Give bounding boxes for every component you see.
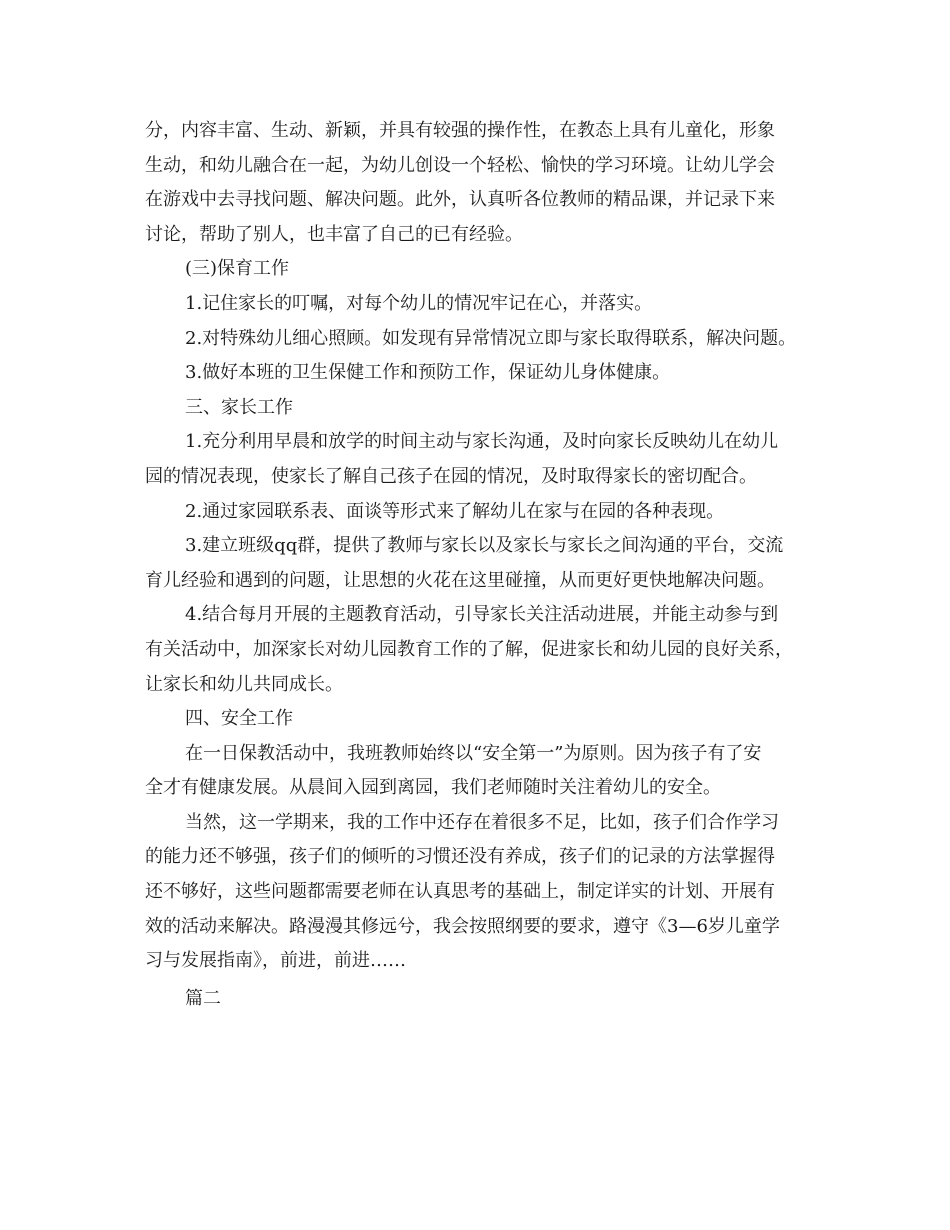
text-line: 的能力还不够强，孩子们的倾听的习惯还没有养成，孩子们的记录的方法掌握得 xyxy=(145,846,775,868)
list-item: 2.通过家园联系表、面谈等形式来了解幼儿在家与在园的各种表现。 xyxy=(185,500,725,522)
list-item: 3.做好本班的卫生保健工作和预防工作，保证幼儿身体健康。 xyxy=(185,362,671,384)
text-line: 在游戏中去寻找问题、解决问题。此外，认真听各位教师的精品课，并记录下来 xyxy=(145,189,775,211)
section-heading: 四、安全工作 xyxy=(185,708,293,730)
list-item: 3.建立班级qq群，提供了教师与家长以及家长与家长之间沟通的平台，交流 xyxy=(185,535,784,557)
text-line: 全才有健康发展。从晨间入园到离园，我们老师随时关注着幼儿的安全。 xyxy=(145,777,721,799)
paragraph-start: 在一日保教活动中，我班教师始终以“安全第一”为原则。因为孩子有了安 xyxy=(185,742,762,764)
text-line: 讨论，帮助了别人，也丰富了自己的已有经验。 xyxy=(145,223,523,245)
section-heading: 三、家长工作 xyxy=(185,396,293,418)
text-line: 生动，和幼儿融合在一起，为幼儿创设一个轻松、愉快的学习环境。让幼儿学会 xyxy=(145,154,775,176)
section-heading: (三)保育工作 xyxy=(185,258,290,280)
list-item: 1.记住家长的叮嘱，对每个幼儿的情况牢记在心，并落实。 xyxy=(185,292,653,314)
section-heading: 篇二 xyxy=(185,987,221,1009)
list-item: 2.对特殊幼儿细心照顾。如发现有异常情况立即与家长取得联系，解决问题。 xyxy=(185,327,797,349)
text-line: 习与发展指南》，前进，前进…… xyxy=(145,950,406,972)
text-line: 育儿经验和遇到的问题，让思想的火花在这里碰撞，从而更好更快地解决问题。 xyxy=(145,569,775,591)
text-line: 园的情况表现，使家长了解自己孩子在园的情况，及时取得家长的密切配合。 xyxy=(145,465,757,487)
list-item: 4.结合每月开展的主题教育活动，引导家长关注活动进展，并能主动参与到 xyxy=(185,604,779,626)
document-body xyxy=(145,114,815,1016)
paragraph-start: 当然，这一学期来，我的工作中还存在着很多不足，比如，孩子们合作学习 xyxy=(185,811,779,833)
text-line: 让家长和幼儿共同成长。 xyxy=(145,673,343,695)
list-item: 1.充分利用早晨和放学的时间主动与家长沟通，及时向家长反映幼儿在幼儿 xyxy=(185,431,779,453)
text-line: 分，内容丰富、生动、新颖，并具有较强的操作性，在教态上具有儿童化，形象 xyxy=(145,120,775,141)
text-line: 有关活动中，加深家长对幼儿园教育工作的了解，促进家长和幼儿园的良好关系， xyxy=(145,638,793,660)
text-line: 还不够好，这些问题都需要老师在认真思考的基础上，制定详实的计划、开展有 xyxy=(145,881,775,903)
text-line: 效的活动来解决。路漫漫其修远兮，我会按照纲要的要求，遵守《3—6岁儿童学 xyxy=(145,915,780,937)
